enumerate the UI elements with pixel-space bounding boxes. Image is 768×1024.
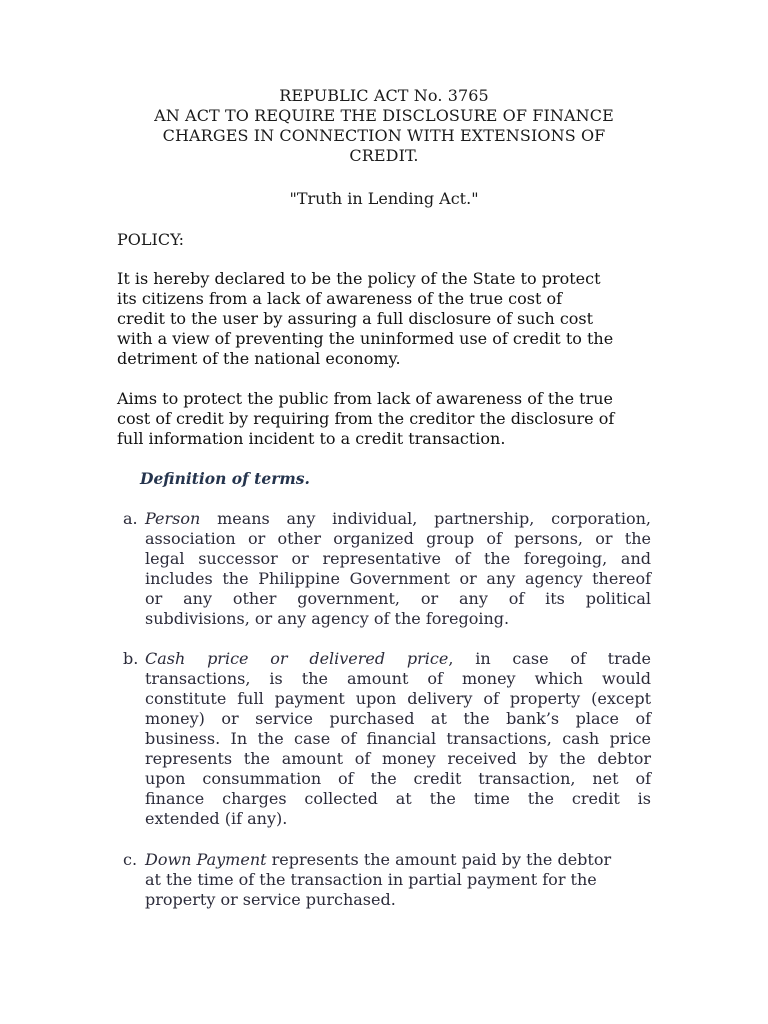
definition-first-line — [145, 850, 651, 870]
definition-line: or any other government, or any of its political — [145, 589, 651, 608]
definition-text: , in case of trade — [448, 649, 651, 668]
document-header — [100, 86, 668, 166]
paragraph-line: It is hereby declared to be the policy of the State to protect — [117, 269, 601, 288]
defined-term: Person — [145, 509, 201, 528]
paragraph-line: cost of credit by requiring from the creditor the disclosure of — [117, 409, 615, 428]
definition-line: legal successor or representative of the foregoing, and — [145, 549, 651, 568]
definition-line: finance charges collected at the time the credit is — [145, 789, 651, 808]
definition-line: includes the Philippine Government or any agency thereof — [145, 569, 651, 588]
definition-line: subdivisions, or any agency of the foregoing. — [145, 609, 510, 628]
list-marker: c. — [123, 850, 138, 869]
definition-line: constitute full payment upon delivery of property (except — [145, 689, 651, 708]
act-title-line-2: CHARGES IN CONNECTION WITH EXTENSIONS OF — [162, 126, 606, 145]
paragraph-line: detriment of the national economy. — [117, 349, 401, 368]
paragraph-line: with a view of preventing the uninformed use of credit to the — [117, 329, 614, 348]
list-marker: b. — [123, 649, 139, 668]
act-short-title: "Truth in Lending Act." — [289, 189, 479, 208]
paragraph-line: credit to the user by assuring a full disclosure of such cost — [117, 309, 594, 328]
definition-line: extended (if any). — [145, 809, 288, 828]
paragraph-line: full information incident to a credit transaction. — [117, 429, 506, 448]
definition-first-line — [145, 649, 651, 669]
paragraph-line: Aims to protect the public from lack of awareness of the true — [117, 389, 613, 408]
policy-label: POLICY: — [117, 230, 185, 249]
definition-cash-price — [123, 649, 653, 829]
aims-paragraph — [117, 389, 657, 449]
paragraph-line: its citizens from a lack of awareness of the true cost of — [117, 289, 563, 308]
definitions-heading: Definition of terms. — [140, 469, 310, 488]
act-number: REPUBLIC ACT No. 3765 — [279, 86, 489, 105]
definition-person — [123, 509, 653, 629]
definition-line: association or other organized group of persons, or the — [145, 529, 651, 548]
policy-paragraph — [117, 269, 657, 369]
defined-term: Down Payment — [145, 850, 267, 869]
definition-line: transactions, is the amount of money which would — [145, 669, 651, 688]
definition-text: represents the amount paid by the debtor — [266, 850, 612, 869]
definition-first-line — [145, 509, 651, 529]
definition-line: represents the amount of money received by the debtor — [145, 749, 651, 768]
definition-line: upon consummation of the credit transaction, net of — [145, 769, 651, 788]
definition-down-payment — [123, 850, 653, 910]
definition-text: means any individual, partnership, corporation, — [200, 509, 651, 528]
act-title-line-1: AN ACT TO REQUIRE THE DISCLOSURE OF FINANCE — [154, 106, 614, 125]
list-marker: a. — [123, 509, 138, 528]
definition-line: property or service purchased. — [145, 890, 396, 909]
definition-line: business. In the case of financial transactions, cash price — [145, 729, 651, 748]
definition-line: at the time of the transaction in partial payment for the — [145, 870, 597, 889]
definition-line: money) or service purchased at the bank’s place of — [145, 709, 651, 728]
defined-term: Cash price or delivered price — [145, 649, 449, 668]
act-title-line-3: CREDIT. — [349, 146, 419, 165]
